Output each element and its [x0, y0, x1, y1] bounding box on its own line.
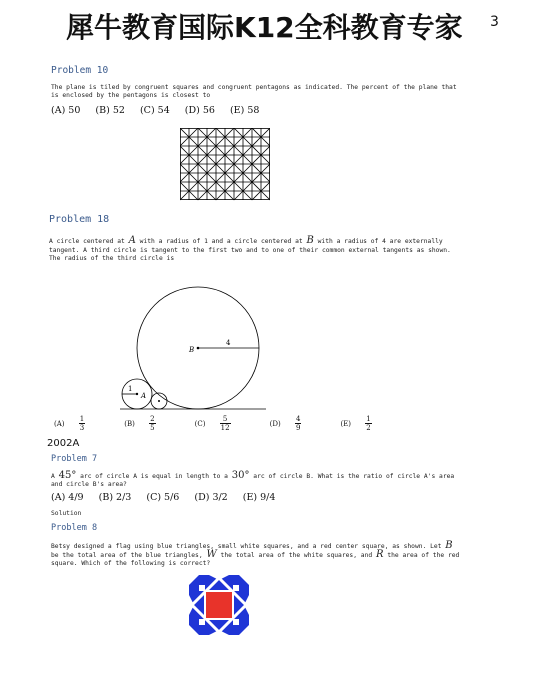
problem-10-text-line-1: The plane is tiled by congruent squares and congruent pentagons as indicated. The percent of the plane that	[51, 84, 457, 91]
problem-8-text-line-2: be the total area of the blue triangles, W the total area of the white squares, and R the area of the red	[51, 549, 460, 560]
square-pentagon-tiling-figure	[180, 128, 270, 201]
frac-choice-e: (E) $\frac{1}{2}$	[340, 415, 371, 432]
choice-a: (A) 50	[51, 105, 81, 116]
choice-a: (A) 4/9	[51, 492, 84, 503]
page-header-title: 犀牛教育国际K12全科教育专家	[66, 11, 463, 44]
frac-choice-c: (C) $\frac{5}{12}$	[194, 415, 230, 432]
page-number: 3	[490, 14, 499, 30]
label-1: 1	[128, 385, 133, 393]
frac-choice-d: (D) $\frac{4}{9}$	[269, 415, 301, 432]
red-center-square	[206, 592, 232, 618]
label-b: B	[189, 346, 195, 354]
problem-18-text-line-2: tangent. A third circle is tangent to the first two and to one of their common external tangents as shown.	[49, 247, 451, 254]
problem-7-choices	[51, 492, 287, 503]
choice-b: (B) 2/3	[98, 492, 132, 503]
choice-c: (C) 54	[139, 105, 170, 116]
frac-choice-b: (B) $\frac{2}{5}$	[124, 415, 155, 432]
flag-figure	[189, 575, 249, 635]
problem-18-text-line-3: The radius of the third circle is	[49, 255, 175, 262]
tangent-circles-figure	[110, 282, 270, 414]
problem-10-title: Problem 10	[51, 65, 109, 76]
label-4: 4	[226, 339, 231, 347]
section-year: 2002A	[47, 438, 80, 449]
choice-c: (C) 5/6	[146, 492, 180, 503]
frac-choice-a: (A) $\frac{1}{3}$	[54, 415, 85, 432]
problem-18-title: Problem 18	[49, 214, 110, 225]
problem-18-text-line-1: A circle centered at A with a radius of 1 and a circle centered at B with a radius of 4 are externally	[49, 235, 443, 246]
choice-b: (B) 52	[95, 105, 125, 116]
choice-e: (E) 9/4	[242, 492, 276, 503]
problem-7-text-line-2: and circle B's area?	[51, 481, 127, 488]
solution-link[interactable]: Solution	[51, 510, 82, 517]
problem-7-text-line-1: A 45° arc of circle A is equal in length to a 30° arc of circle B. What is the ratio of circle A's area	[51, 470, 455, 481]
problem-8-title: Problem 8	[51, 523, 98, 533]
choice-d: (D) 3/2	[194, 492, 228, 503]
problem-8-text-line-3: square. Which of the following is correct?	[51, 560, 211, 567]
problem-7-title: Problem 7	[51, 454, 98, 464]
problem-10-text-line-2: is enclosed by the pentagons is closest to	[51, 92, 211, 99]
problem-18-choices	[54, 415, 408, 432]
point-c	[158, 400, 160, 402]
choice-d: (D) 56	[184, 105, 215, 116]
choice-e: (E) 58	[229, 105, 260, 116]
problem-10-choices	[51, 105, 271, 116]
label-a: A	[141, 392, 147, 400]
problem-8-text-line-1: Betsy designed a flag using blue triangles, small white squares, and a red center square, as shown. Let B	[51, 540, 453, 551]
